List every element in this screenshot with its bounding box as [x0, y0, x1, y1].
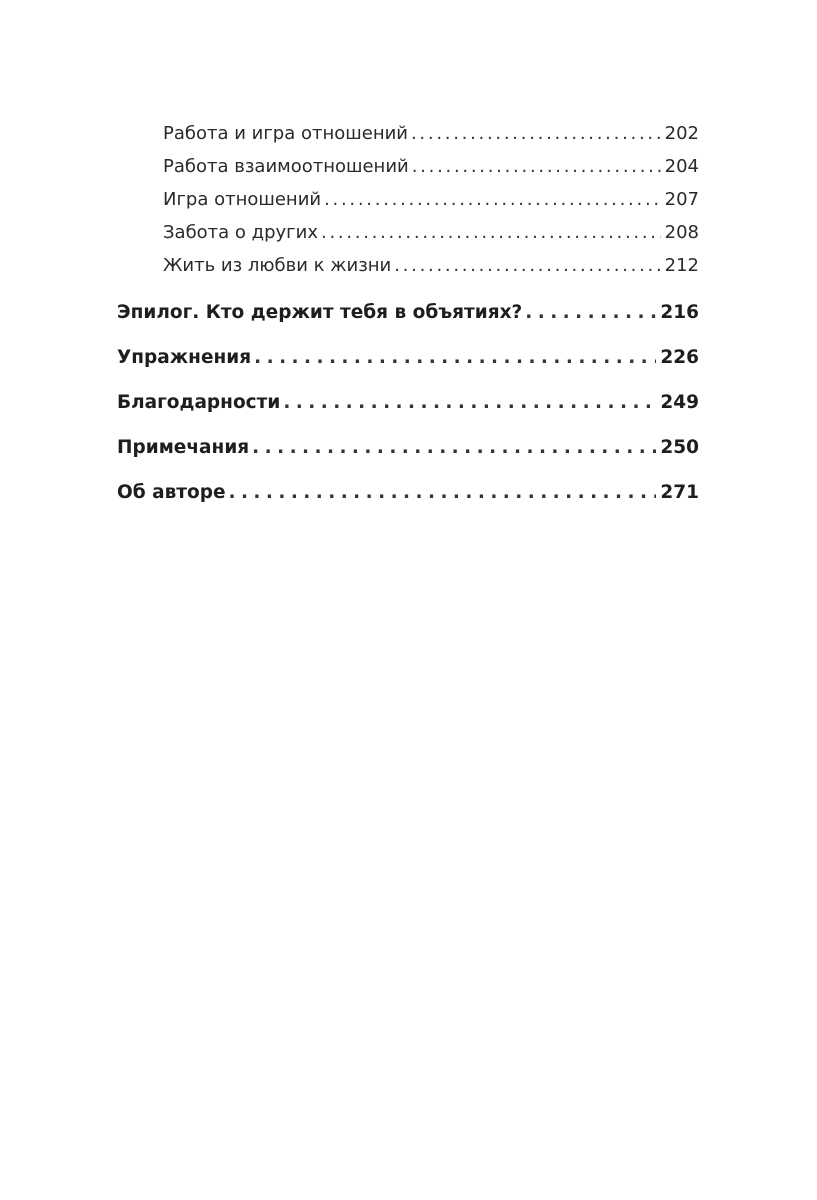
toc-entry-title: Игра отношений	[163, 189, 322, 210]
toc-entry-title: Благодарности	[117, 392, 281, 413]
dot-leader	[254, 335, 656, 380]
dot-leader	[324, 183, 661, 216]
toc-entry-page-number: 271	[660, 482, 699, 503]
toc-entry-page-number: 202	[664, 123, 699, 144]
toc-entry-title: Примечания	[117, 437, 250, 458]
dot-leader	[229, 470, 657, 515]
toc-entry-title: Жить из любви к жизни	[163, 255, 392, 276]
toc-entry-title: Работа и игра отношений	[163, 123, 408, 144]
toc-entry-relationship-work-and-play	[117, 117, 699, 150]
toc-entry-care-for-others	[117, 216, 699, 249]
toc-entry-relationship-work	[117, 150, 699, 183]
toc-entry-page-number: 207	[664, 189, 699, 210]
toc-entry-notes	[117, 425, 699, 470]
dot-leader	[283, 380, 656, 425]
toc-entry-about-author	[117, 470, 699, 515]
toc-entry-page-number: 216	[660, 302, 699, 323]
dot-leader	[411, 117, 661, 150]
toc-entry-page-number: 212	[664, 255, 699, 276]
dot-leader	[252, 425, 656, 470]
toc-entry-relationship-play	[117, 183, 699, 216]
toc-entry-title: Эпилог. Кто держит тебя в объятиях?	[117, 302, 523, 323]
dot-leader	[394, 249, 660, 282]
toc-entry-title: Забота о других	[163, 222, 318, 243]
section-gap	[117, 282, 699, 290]
toc-entry-exercises	[117, 335, 699, 380]
toc-entry-acknowledgements	[117, 380, 699, 425]
toc-entry-page-number: 208	[664, 222, 699, 243]
dot-leader	[412, 150, 661, 183]
toc-entry-page-number: 204	[664, 156, 699, 177]
toc-entry-title: Работа взаимоотношений	[163, 156, 409, 177]
dot-leader	[525, 290, 656, 335]
toc-entry-page-number: 249	[660, 392, 699, 413]
toc-entry-live-from-love-of-life	[117, 249, 699, 282]
table-of-contents	[117, 117, 699, 515]
toc-entry-title: Упражнения	[117, 347, 252, 368]
toc-entry-page-number: 226	[660, 347, 699, 368]
toc-entry-epilogue	[117, 290, 699, 335]
toc-entry-page-number: 250	[660, 437, 699, 458]
dot-leader	[321, 216, 661, 249]
toc-entry-title: Об авторе	[117, 482, 226, 503]
